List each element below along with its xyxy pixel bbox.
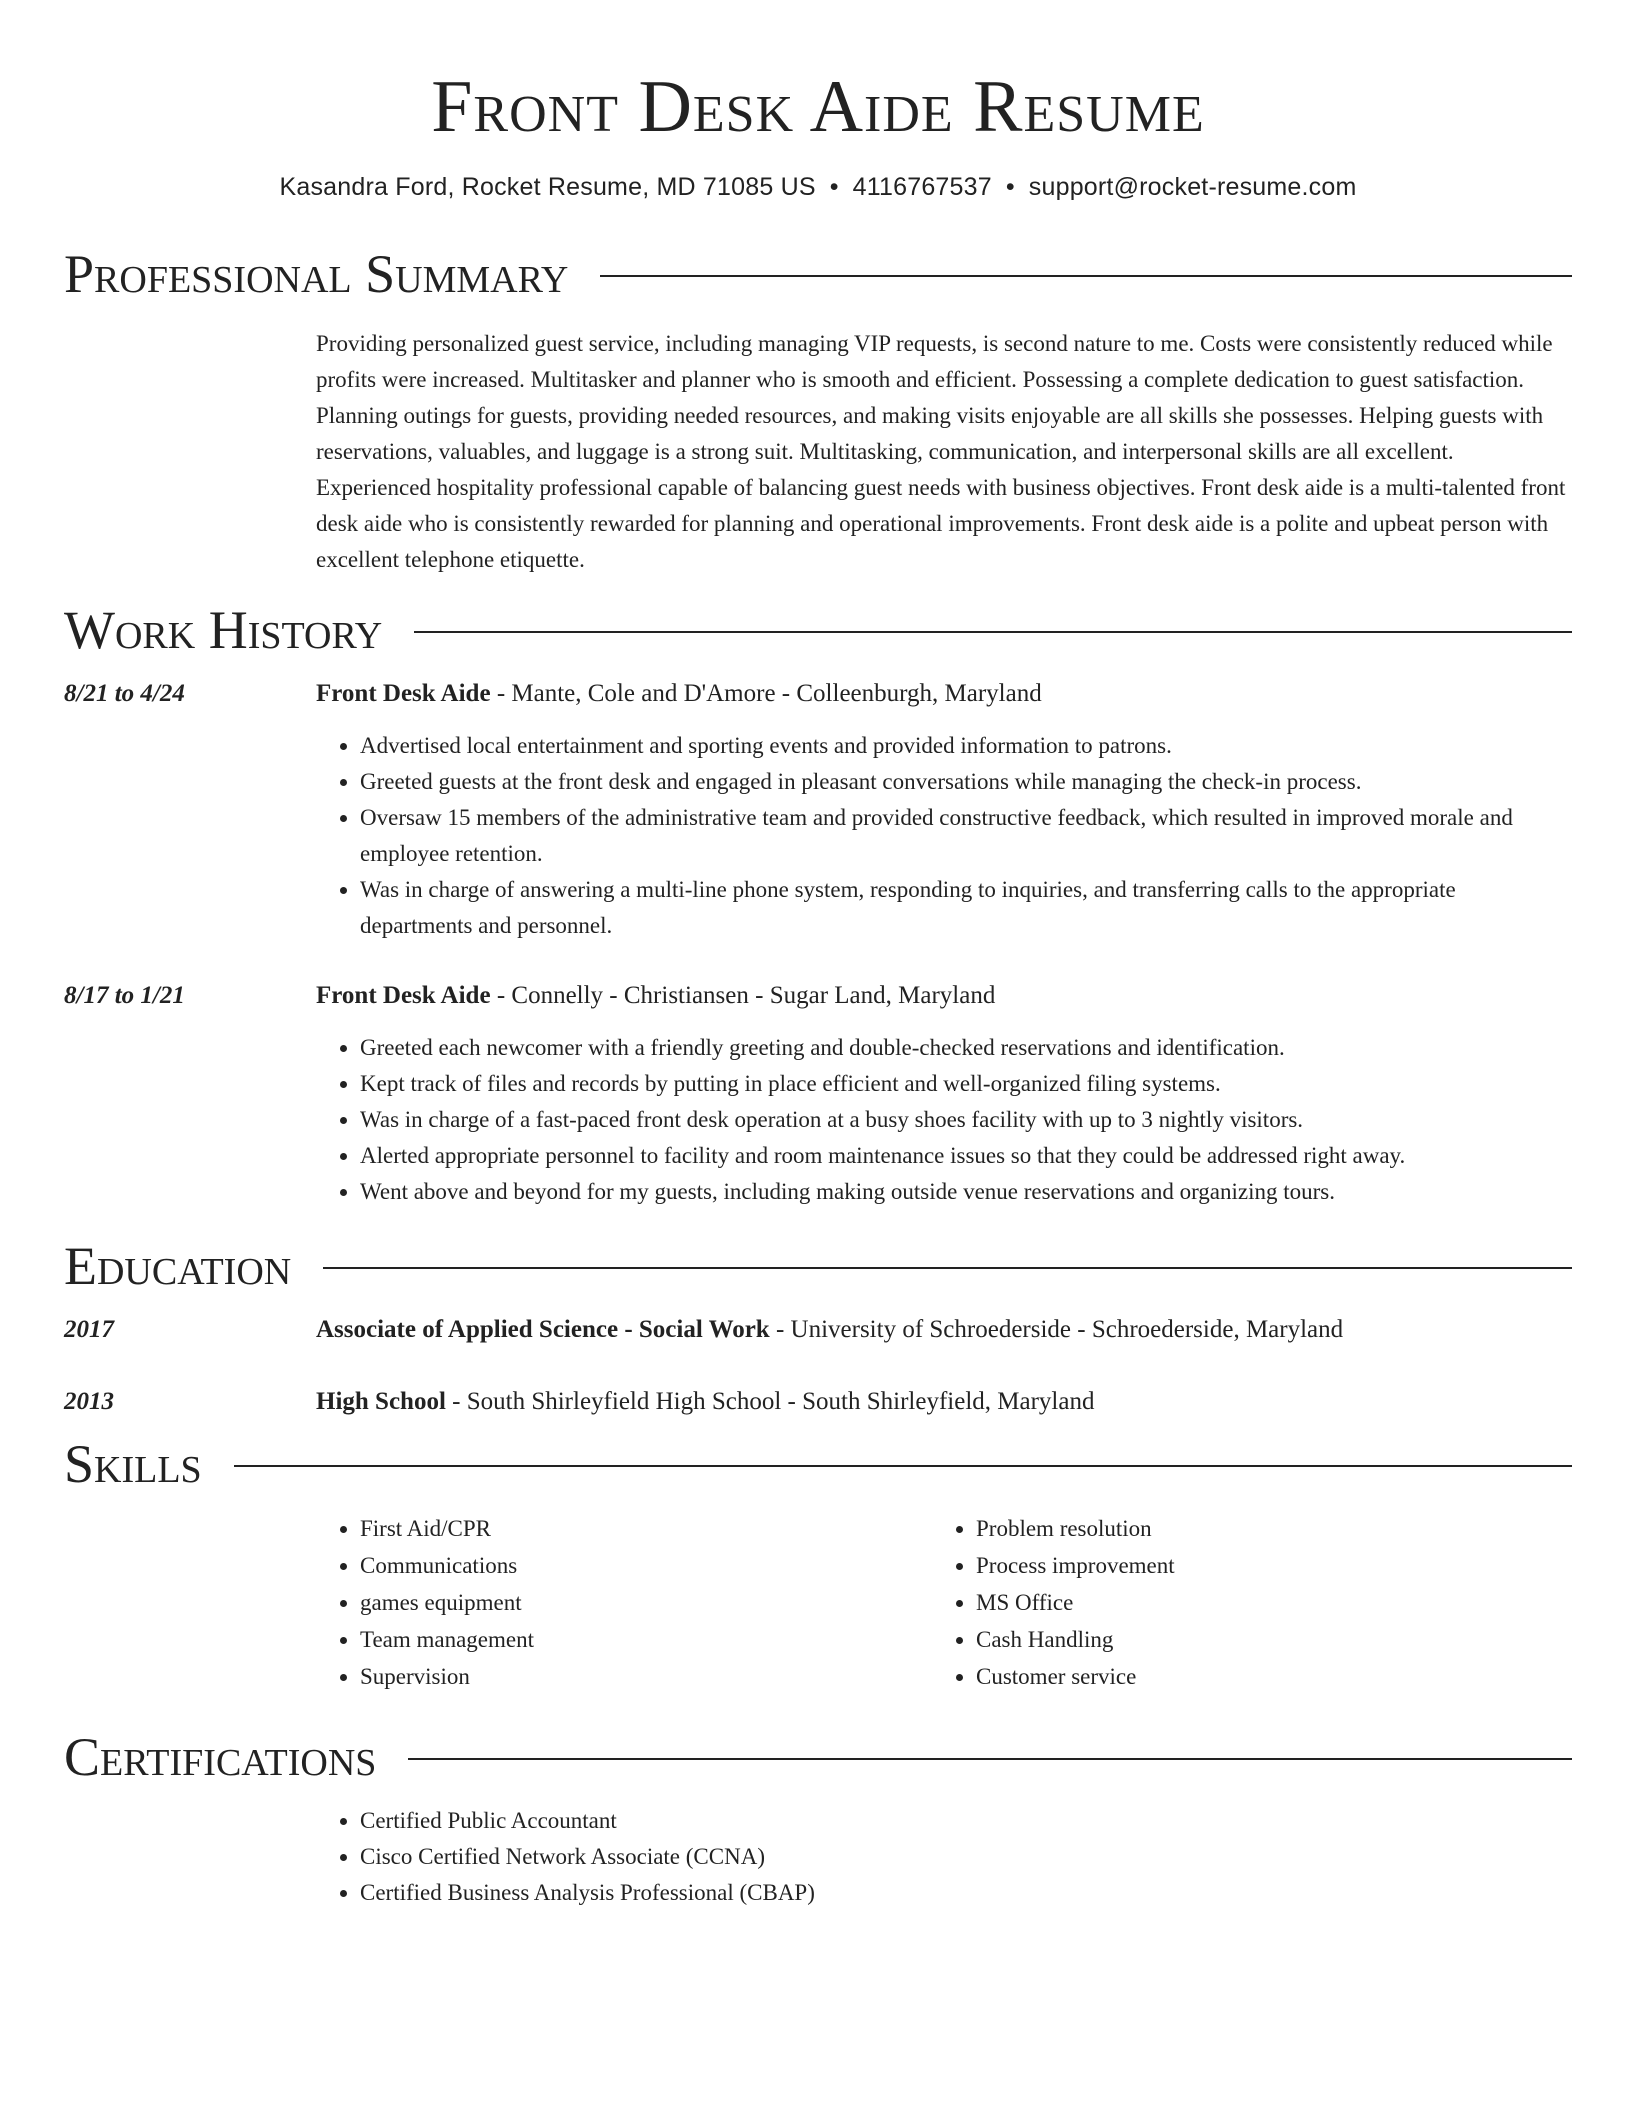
work-section-header (64, 598, 1572, 662)
job-bullet: • Greeted each newcomer with a friendly greeting and double-checked reservations and identification. (360, 1030, 1572, 1066)
contact-address: Kasandra Ford, Rocket Resume, MD 71085 US (279, 173, 816, 201)
resume-page (64, 0, 1572, 1911)
job-entry (64, 978, 1572, 1210)
job-dates: 8/17 to 1/21 (64, 982, 185, 1009)
education-section-header (64, 1234, 1572, 1298)
job-entry (64, 676, 1572, 944)
certifications-list (316, 1803, 1572, 1911)
education-degree: Associate of Applied Science - Social Work (316, 1316, 770, 1343)
certifications-section-header (64, 1725, 1572, 1789)
resume-title: Front Desk Aide Resume (431, 66, 1205, 148)
skill-item: • Problem resolution (976, 1510, 1548, 1547)
job-bullet: • Was in charge of answering a multi-line phone system, responding to inquiries, and transferring calls to the appropriate departments and personnel. (360, 872, 1572, 944)
skill-item: • MS Office (976, 1584, 1548, 1621)
job-bullet: • Oversaw 15 members of the administrative team and provided constructive feedback, which resulted in improved morale and employee retention. (360, 800, 1572, 872)
skill-item: • Cash Handling (976, 1621, 1548, 1658)
skills-heading: Skills (64, 1434, 202, 1494)
skill-item: • Team management (360, 1621, 932, 1658)
skill-item: • First Aid/CPR (360, 1510, 932, 1547)
skill-item: • Customer service (976, 1658, 1548, 1695)
education-details: - South Shirleyfield High School - South Shirleyfield, Maryland (445, 1388, 1095, 1415)
job-bullet: • Was in charge of a fast-paced front desk operation at a busy shoes facility with up to 3 nightly visitors. (360, 1102, 1572, 1138)
job-dates: 8/21 to 4/24 (64, 680, 185, 707)
skills-section-header (64, 1432, 1572, 1496)
skills-list (316, 1510, 1572, 1695)
job-title: Front Desk Aide (316, 680, 491, 707)
section-divider (600, 275, 1572, 277)
contact-separator: • (829, 173, 839, 201)
summary-text: Providing personalized guest service, including managing VIP requests, is second nature to me. Costs were consistently reduced while profits were increased. Multitasker and planner who is smooth and efficient. Possessing a complete dedication to guest satisfaction. Planning outings for guests, providing needed resources, and making visits enjoyable are all skills she possesses. Helping guests with reservations, valuables, and luggage is a strong suit. Multitasking, communication, and interpersonal skills are all excellent. Experienced hospitality professional capable of balancing guest needs with business objectives. Front desk aide is a multi-talented front desk aide who is consistently rewarded for planning and operational improvements. Front desk aide is a polite and upbeat person with excellent telephone etiquette. (316, 331, 1566, 572)
section-divider (234, 1465, 1572, 1467)
section-divider (414, 631, 1572, 633)
education-year: 2013 (64, 1388, 114, 1415)
job-bullets (316, 1030, 1572, 1210)
skill-item: • Process improvement (976, 1547, 1548, 1584)
job-bullet: • Greeted guests at the front desk and engaged in pleasant conversations while managing the check-in process. (360, 764, 1572, 800)
job-bullet: • Went above and beyond for my guests, including making outside venue reservations and organizing tours. (360, 1174, 1572, 1210)
job-title: Front Desk Aide (316, 982, 491, 1009)
section-divider (408, 1758, 1572, 1760)
contact-phone: 4116767537 (852, 173, 992, 201)
education-line (316, 1312, 1343, 1348)
job-title-line (316, 978, 995, 1014)
job-details: - Mante, Cole and D'Amore - Colleenburgh, Maryland (490, 680, 1042, 707)
certification-item: • Certified Business Analysis Professional (CBAP) (360, 1875, 1572, 1911)
job-bullet: • Alerted appropriate personnel to facility and room maintenance issues so that they could be addressed right away. (360, 1138, 1572, 1174)
job-header (64, 676, 1572, 712)
job-bullet: • Advertised local entertainment and sporting events and provided information to patrons. (360, 728, 1572, 764)
contact-line (64, 170, 1572, 204)
contact-separator: • (1005, 173, 1015, 201)
summary-heading: Professional Summary (64, 244, 569, 304)
education-heading: Education (64, 1236, 292, 1296)
job-title-line (316, 676, 1042, 712)
job-header (64, 978, 1572, 1014)
summary-section-header (64, 242, 1572, 306)
skill-item: • Communications (360, 1547, 932, 1584)
skills-column-left (316, 1510, 932, 1695)
work-heading: Work History (64, 600, 383, 660)
education-year: 2017 (64, 1316, 114, 1343)
section-divider (323, 1267, 1572, 1269)
certifications-heading: Certifications (64, 1727, 377, 1787)
contact-email: support@rocket-resume.com (1028, 173, 1357, 201)
certification-item: • Certified Public Accountant (360, 1803, 1572, 1839)
skill-item: • Supervision (360, 1658, 932, 1695)
job-bullets (316, 728, 1572, 944)
job-details: - Connelly - Christiansen - Sugar Land, Maryland (490, 982, 996, 1009)
job-bullet: • Kept track of files and records by putting in place efficient and well-organized filing systems. (360, 1066, 1572, 1102)
certification-item: • Cisco Certified Network Associate (CCNA) (360, 1839, 1572, 1875)
education-details: - University of Schroederside - Schroederside, Maryland (769, 1316, 1344, 1343)
education-entry (64, 1312, 1572, 1348)
education-entry (64, 1384, 1572, 1420)
education-line (316, 1384, 1094, 1420)
education-degree: High School (316, 1388, 446, 1415)
skill-item: • games equipment (360, 1584, 932, 1621)
skills-column-right (932, 1510, 1548, 1695)
